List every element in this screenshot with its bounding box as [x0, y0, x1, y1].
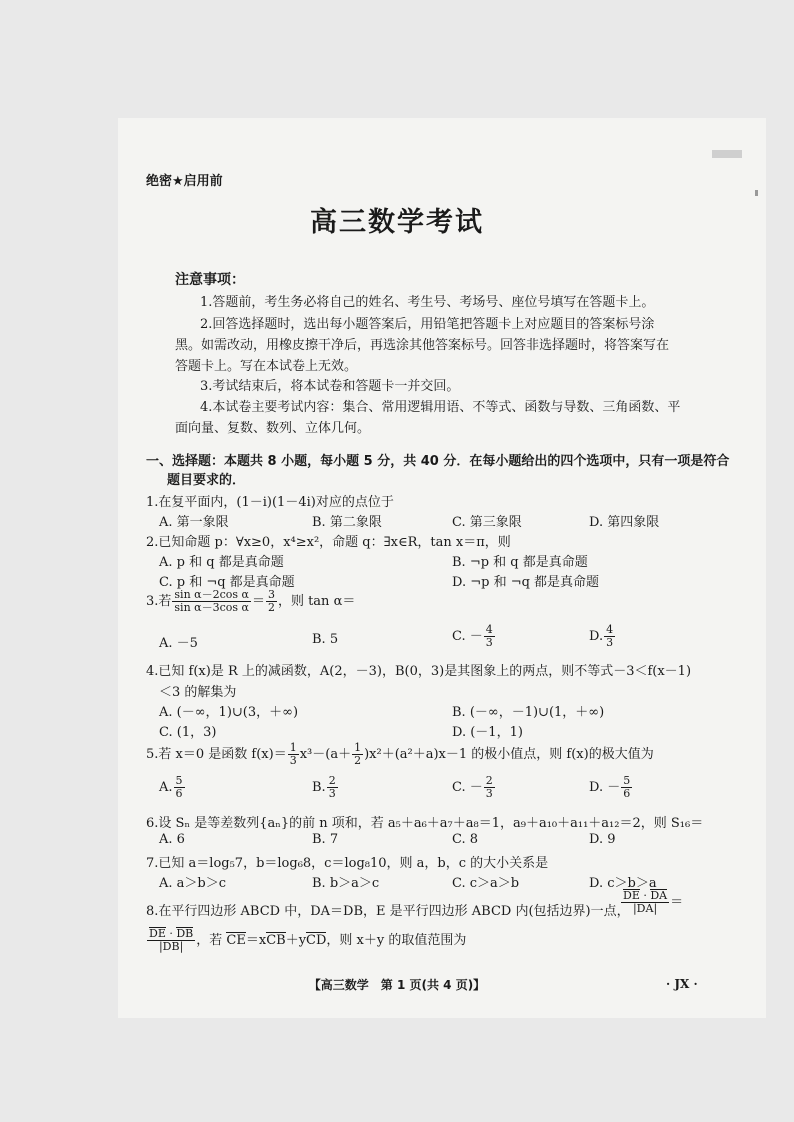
q5-text-2: x³－(a＋ [299, 747, 352, 762]
vector-cb: CB [266, 933, 286, 948]
vector-da: DA [650, 889, 668, 902]
notice-line: 3.考试结束后，将本试卷和答题卡一并交回。 [200, 379, 460, 394]
q5-d-den: 6 [623, 787, 631, 800]
q5-option-c [452, 775, 496, 800]
q3-option-b: B. 5 [312, 632, 339, 647]
q2-option-c: C. p 和 ¬q 都是真命题 [159, 575, 295, 590]
q3-c-fraction [484, 624, 495, 649]
q4-option-d: D. (－1，1) [452, 725, 523, 740]
q1-option-c: C. 第三象限 [452, 515, 522, 530]
q3-rhs-fraction [266, 589, 277, 614]
q3-c-num: 4 [485, 623, 493, 636]
scan-speck [712, 150, 742, 158]
notice-line: 黑。如需改动，用橡皮擦干净后，再选涂其他答案标号。回答非选择题时，将答案写在 [175, 338, 670, 353]
q5-text-1: 5.若 x＝0 是函数 f(x)＝ [146, 747, 287, 762]
q5-b-label: B. [312, 780, 326, 795]
q8-text-4: ，则 x＋y 的取值范围为 [326, 933, 467, 948]
q1-option-b: B. 第二象限 [312, 515, 382, 530]
q6-option-b: B. 7 [312, 832, 339, 847]
q5-fraction-2 [352, 742, 363, 767]
page-footer: 【高三数学 第 1 页(共 4 页)】 [308, 978, 486, 992]
q3-c-label: C. － [452, 629, 483, 644]
q3-option-d [589, 624, 616, 649]
q6-option-a: A. 6 [159, 832, 185, 847]
q7-option-a: A. a＞b＞c [159, 876, 227, 891]
q3-d-label: D. [589, 629, 604, 644]
q2-option-b: B. ¬p 和 q 都是真命题 [452, 555, 588, 570]
question-6-stem: 6.设 Sₙ 是等差数列{aₙ}的前 n 项和，若 a₅＋a₆＋a₇＋a₈＝1，a₉＋a₁₀＋a₁₁＋a₁₂＝2，则 S₁₆＝ [146, 816, 704, 831]
notice-line: 答题卡上。写在本试卷上无效。 [175, 359, 358, 374]
q4-option-c: C. (1，3) [159, 725, 217, 740]
question-4-stem: 4.已知 f(x)是 R 上的减函数，A(2，－3)，B(0，3)是其图象上的两点，则不等式－3＜f(x－1) [146, 664, 692, 679]
q8-eq: ＝ [670, 895, 684, 910]
q5-option-b [312, 775, 339, 800]
q5-option-a [159, 775, 186, 800]
q8-f2-den: |DB| [158, 940, 184, 953]
vector-cd: CD [306, 933, 327, 948]
question-2-stem: 2.已知命题 p：∀x≥0，x⁴≥x²，命题 q：∃x∈R，tan x＝π，则 [146, 535, 511, 550]
q5-fraction-1 [288, 742, 299, 767]
q7-option-d: D. c＞b＞a [589, 876, 657, 891]
q4-option-b: B. (－∞，－1)∪(1，＋∞) [452, 705, 605, 720]
question-3-stem [146, 589, 355, 614]
q5-b-den: 3 [328, 787, 336, 800]
q8-f1-den: |DA| [632, 902, 658, 915]
question-7-stem: 7.已知 a＝log₅7，b＝log₆8，c＝log₈10，则 a，b，c 的大小关系是 [146, 856, 549, 871]
q7-option-b: B. b＞a＞c [312, 876, 380, 891]
q5-a-den: 6 [175, 787, 183, 800]
q3-rhs-num: 3 [267, 588, 275, 601]
q2-option-a: A. p 和 q 都是真命题 [159, 555, 284, 570]
q3-option-a: A. －5 [159, 636, 198, 651]
dot-operator: · [639, 889, 651, 902]
q8-text-2: ＝x [245, 933, 267, 948]
vector-de: DE [623, 889, 640, 902]
q5-d-fraction [621, 775, 632, 800]
q5-a-num: 5 [175, 774, 183, 787]
q3-rhs-den: 2 [267, 601, 275, 614]
question-1-stem: 1.在复平面内，(1－i)(1－4i)对应的点位于 [146, 495, 394, 510]
q5-c-den: 3 [485, 787, 493, 800]
scan-speck [755, 190, 758, 196]
q3-c-den: 3 [485, 636, 493, 649]
q3-suffix: ，则 tan α＝ [277, 594, 356, 609]
question-8-stem: 8.在平行四边形 ABCD 中，DA＝DB，E 是平行四边形 ABCD 内(包括边界)一点， [146, 904, 630, 919]
q5-a-fraction [174, 775, 185, 800]
q3-lhs-num: sin α－2cos α [174, 588, 249, 601]
section-heading: 一、选择题：本题共 8 小题，每小题 5 分，共 40 分．在每小题给出的四个选项中，只有一项是符合 [146, 454, 730, 469]
q8-first-ratio [620, 890, 683, 915]
q5-b-fraction [327, 775, 338, 800]
q6-option-d: D. 9 [589, 832, 616, 847]
q5-b-num: 2 [328, 774, 336, 787]
notice-heading: 注意事项： [175, 272, 245, 288]
q5-c-num: 2 [485, 774, 493, 787]
dot-operator: · [165, 927, 177, 940]
page-title: 高三数学考试 [310, 207, 484, 238]
notice-line: 1.答题前，考生务必将自己的姓名、考生号、考场号、座位号填写在答题卡上。 [200, 295, 655, 310]
q5-f1-num: 1 [289, 741, 297, 754]
q5-d-num: 5 [623, 774, 631, 787]
q3-d-num: 4 [606, 623, 614, 636]
q3-option-c [452, 624, 496, 649]
q3-d-den: 3 [606, 636, 614, 649]
vector-de: DE [149, 927, 166, 940]
notice-line: 2.回答选择题时，选出每小题答案后，用铅笔把答题卡上对应题目的答案标号涂 [200, 317, 655, 332]
q1-option-d: D. 第四象限 [589, 515, 660, 530]
region-code: · JX · [666, 977, 698, 991]
q1-option-a: A. 第一象限 [159, 515, 229, 530]
q3-eq: ＝ [251, 594, 265, 609]
q5-f2-num: 1 [354, 741, 362, 754]
q5-f2-den: 2 [354, 754, 362, 767]
q3-lhs-fraction [172, 589, 251, 614]
vector-db: DB [176, 927, 194, 940]
question-5-stem [146, 742, 654, 767]
q7-option-c: C. c＞a＞b [452, 876, 520, 891]
notice-line: 面向量、复数、数列、立体几何。 [175, 421, 371, 436]
q5-d-label: D. － [589, 780, 621, 795]
q3-prefix: 3.若 [146, 594, 172, 609]
q5-option-d [589, 775, 633, 800]
q2-option-d: D. ¬p 和 ¬q 都是真命题 [452, 575, 600, 590]
q3-d-fraction [604, 624, 615, 649]
section-heading-cont: 题目要求的． [167, 473, 246, 488]
q4-option-a: A. (－∞，1)∪(3，＋∞) [159, 705, 299, 720]
notice-line: 4.本试卷主要考试内容：集合、常用逻辑用语、不等式、函数与导数、三角函数、平 [200, 400, 681, 415]
q3-lhs-den: sin α－3cos α [174, 601, 249, 614]
q8-text-1: ，若 [196, 933, 227, 948]
q5-f1-den: 3 [289, 754, 297, 767]
vector-ce: CE [226, 933, 246, 948]
q8-text-3: ＋y [285, 933, 307, 948]
q8-fraction-1 [621, 890, 669, 915]
q5-a-label: A. [159, 780, 173, 795]
q8-fraction-2 [147, 928, 195, 953]
q5-c-label: C. － [452, 780, 483, 795]
question-4-stem-cont: ＜3 的解集为 [159, 685, 237, 700]
secret-label: 绝密★启用前 [146, 174, 223, 189]
q5-c-fraction [484, 775, 495, 800]
question-8-stem-cont [146, 928, 466, 953]
q6-option-c: C. 8 [452, 832, 479, 847]
q5-text-3: )x²＋(a²＋a)x－1 的极小值点，则 f(x)的极大值为 [364, 747, 654, 762]
